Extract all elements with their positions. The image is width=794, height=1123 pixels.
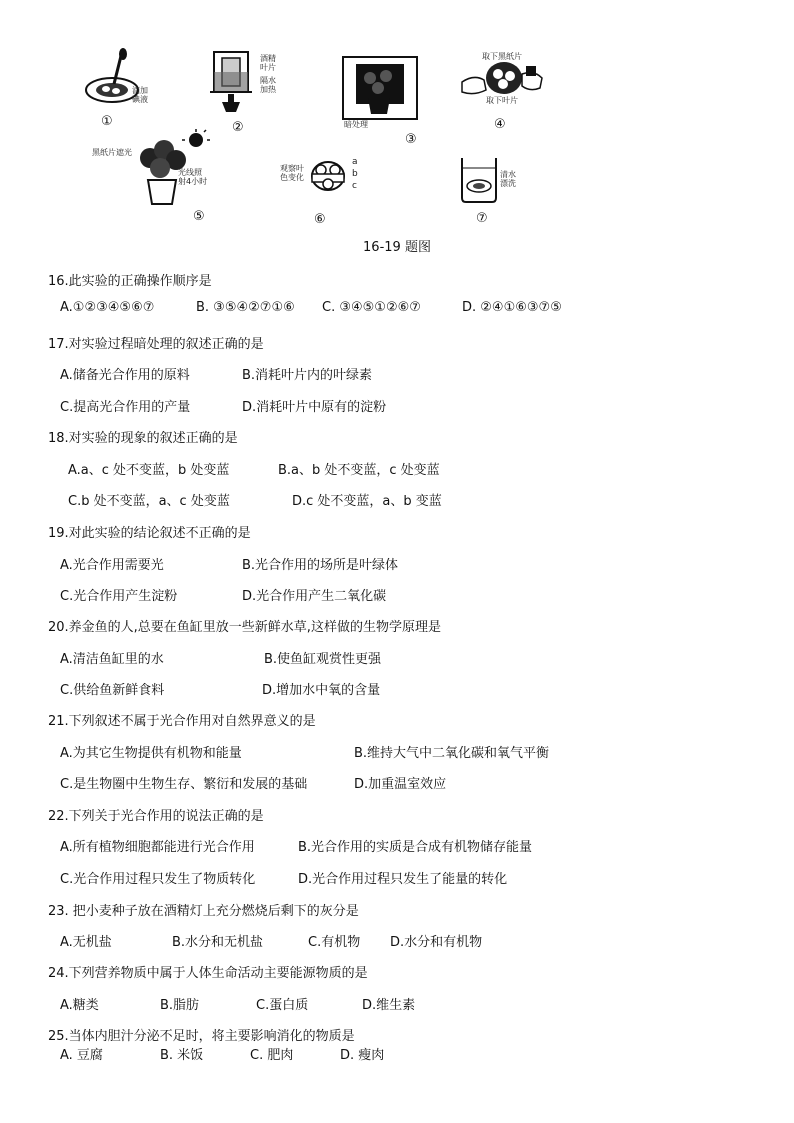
plant-sun-drawing xyxy=(130,128,214,206)
q24-option-a: A.糖类 xyxy=(60,998,99,1013)
panel-6-abc: a b c xyxy=(352,157,358,191)
panel-7-rinse-beaker xyxy=(456,154,504,204)
beaker-drawing xyxy=(456,154,504,204)
q16-option-a: A.①②③④⑤⑥⑦ xyxy=(60,300,155,315)
panel-1-number: ① xyxy=(101,114,113,129)
q24-option-d: D.维生素 xyxy=(362,998,416,1013)
question-18-stem: 18.对实验的现象的叙述正确的是 xyxy=(48,431,238,446)
q25-option-b: B. 米饭 xyxy=(160,1048,204,1063)
question-21-stem: 21.下列叙述不属于光合作用对自然界意义的是 xyxy=(48,714,316,729)
panel-3-number: ③ xyxy=(405,132,417,147)
q19-option-b: B.光合作用的场所是叶绿体 xyxy=(242,558,399,573)
q18-option-a: A.a、c 处不变蓝，b 处变蓝 xyxy=(68,463,230,478)
q24-option-c: C.蛋白质 xyxy=(256,998,309,1013)
q17-option-d: D.消耗叶片中原有的淀粉 xyxy=(242,400,387,415)
q17-option-c: C.提高光合作用的产量 xyxy=(60,400,191,415)
q18-option-c: C.b 处不变蓝，a、c 处变蓝 xyxy=(68,494,230,509)
question-19-stem: 19.对此实验的结论叙述不正确的是 xyxy=(48,526,251,541)
panel-6-label-left: 观察叶 色变化 xyxy=(280,164,304,182)
panel-4-label-bottom: 取下叶片 xyxy=(486,96,518,105)
panel-2-number: ② xyxy=(232,120,244,135)
question-16-stem: 16.此实验的正确操作顺序是 xyxy=(48,274,212,289)
q19-option-a: A.光合作用需要光 xyxy=(60,558,164,573)
q22-option-a: A.所有植物细胞都能进行光合作用 xyxy=(60,840,255,855)
leaf-diagram-drawing xyxy=(308,156,348,196)
question-25-stem: 25.当体内胆汁分泌不足时，将主要影响消化的物质是 xyxy=(48,1029,355,1044)
q23-option-b: B.水分和无机盐 xyxy=(172,935,264,950)
q25-option-c: C. 肥肉 xyxy=(250,1048,294,1063)
panel-5-number: ⑤ xyxy=(193,209,205,224)
q19-option-c: C.光合作用产生淀粉 xyxy=(60,589,178,604)
q22-option-b: B.光合作用的实质是合成有机物储存能量 xyxy=(298,840,533,855)
panel-4-label-top: 取下黑纸片 xyxy=(482,52,522,61)
panel-5-label-right: 光线照 射4小时 xyxy=(178,168,208,186)
q23-option-c: C.有机物 xyxy=(308,935,361,950)
q18-option-d: D.c 处不变蓝，a、b 变蓝 xyxy=(292,494,442,509)
q21-option-c: C.是生物圈中生物生存、繁衍和发展的基础 xyxy=(60,777,308,792)
panel-2-water-bath xyxy=(208,48,260,118)
q16-option-d: D. ②④①⑥③⑦⑤ xyxy=(462,300,562,315)
panel-5-plant-light xyxy=(130,128,214,206)
q17-option-b: B.消耗叶片内的叶绿素 xyxy=(242,368,373,383)
panel-6-observe-leaf xyxy=(308,156,348,196)
q18-option-b: B.a、b 处不变蓝，c 处变蓝 xyxy=(278,463,440,478)
panel-5-label-left: 黑纸片遮光 xyxy=(92,148,132,157)
q21-option-b: B.维持大气中二氧化碳和氧气平衡 xyxy=(354,746,550,761)
q20-option-d: D.增加水中氧的含量 xyxy=(262,683,381,698)
q19-option-d: D.光合作用产生二氧化碳 xyxy=(242,589,387,604)
panel-6-number: ⑥ xyxy=(314,212,326,227)
q20-option-a: A.清洁鱼缸里的水 xyxy=(60,652,164,667)
question-24-stem: 24.下列营养物质中属于人体生命活动主要能源物质的是 xyxy=(48,966,368,981)
figure-caption: 16-19 题图 xyxy=(363,240,431,255)
q24-option-b: B.脂肪 xyxy=(160,998,200,1013)
q25-option-d: D. 瘦肉 xyxy=(340,1048,385,1063)
panel-7-label: 清水 漂洗 xyxy=(500,170,516,188)
q23-option-d: D.水分和有机物 xyxy=(390,935,483,950)
panel-3-dark-treatment xyxy=(342,56,418,122)
panel-2-label: 酒精 叶片 隔水 加热 xyxy=(260,54,276,94)
question-17-stem: 17.对实验过程暗处理的叙述正确的是 xyxy=(48,337,264,352)
q17-option-a: A.储备光合作用的原料 xyxy=(60,368,190,383)
q20-option-b: B.使鱼缸观赏性更强 xyxy=(264,652,382,667)
water-bath-drawing xyxy=(208,48,260,118)
q16-option-c: C. ③④⑤①②⑥⑦ xyxy=(322,300,421,315)
panel-7-number: ⑦ xyxy=(476,211,488,226)
q21-option-a: A.为其它生物提供有机物和能量 xyxy=(60,746,242,761)
q21-option-d: D.加重温室效应 xyxy=(354,777,447,792)
q25-option-a: A. 豆腐 xyxy=(60,1048,103,1063)
panel-4-number: ④ xyxy=(494,117,506,132)
question-20-stem: 20.养金鱼的人,总要在鱼缸里放一些新鲜水草,这样做的生物学原理是 xyxy=(48,620,441,635)
panel-1-label: 滴加 碘液 xyxy=(132,86,148,104)
panel-3-label: 暗处理 xyxy=(344,120,368,129)
question-22-stem: 22.下列关于光合作用的说法正确的是 xyxy=(48,809,264,824)
question-23-stem: 23. 把小麦种子放在酒精灯上充分燃烧后剩下的灰分是 xyxy=(48,904,359,919)
q16-option-b: B. ③⑤④②⑦①⑥ xyxy=(196,300,295,315)
q20-option-c: C.供给鱼新鲜食料 xyxy=(60,683,165,698)
q23-option-a: A.无机盐 xyxy=(60,935,112,950)
dark-box-drawing xyxy=(342,56,418,122)
q22-option-c: C.光合作用过程只发生了物质转化 xyxy=(60,872,256,887)
q22-option-d: D.光合作用过程只发生了能量的转化 xyxy=(298,872,508,887)
